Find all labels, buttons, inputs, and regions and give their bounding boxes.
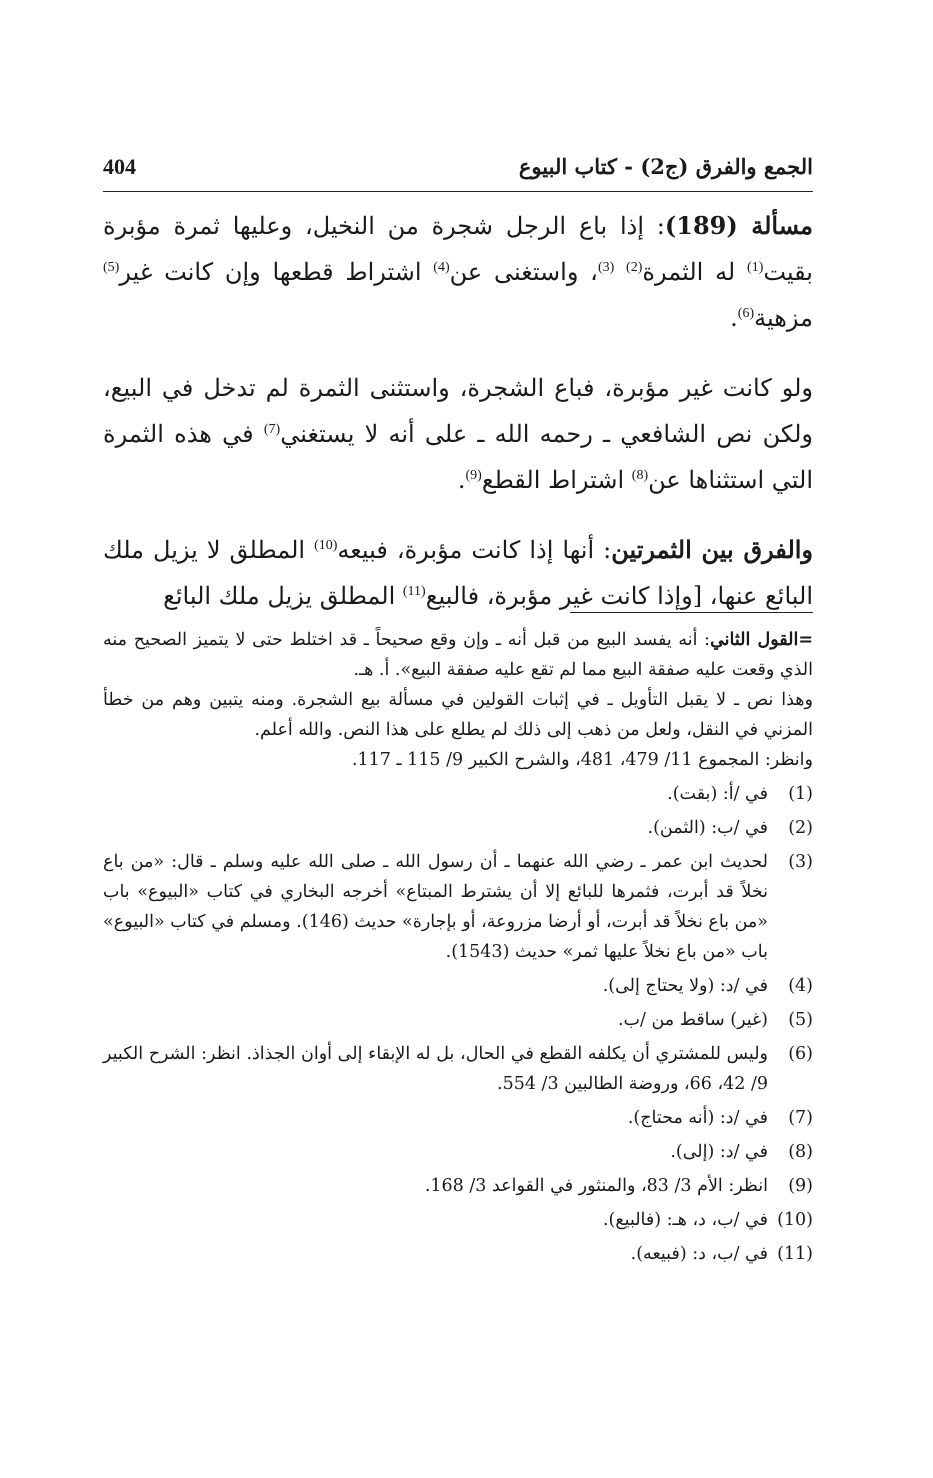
text-run: اشتراط قطعها وإن كانت غير xyxy=(119,258,434,286)
text-run: المطلق لا يزيل ملك البائع عنها، [وإذا كانت غير مؤبرة، فالبيع xyxy=(103,536,813,610)
footnote-item xyxy=(103,813,813,843)
text-run: . xyxy=(730,304,738,332)
footnote-item xyxy=(103,847,813,967)
text-run: : أنه يفسد البيع من قبل أنه ـ وإن وقع صحيحاً ـ قد اختلط حتى لا يتميز الصحيح منه الذي وقعت عليه صفقة البيع مما لم تقع عليه صفقة البيع». أ. هـ. xyxy=(103,630,813,680)
footnote-marker[interactable]: (2) xyxy=(626,260,643,275)
footnote-list xyxy=(103,779,813,1269)
footnote-number[interactable]: (8) xyxy=(788,1142,813,1162)
footnote-number[interactable]: (10) xyxy=(777,1210,813,1230)
footnote-item xyxy=(103,1239,813,1269)
footnote-text: في /ب، د: (فبيعه). xyxy=(630,1244,768,1264)
paragraph-ghayr-muabbara xyxy=(103,365,813,503)
footnote-number[interactable]: (1) xyxy=(788,784,813,804)
footnote-item xyxy=(103,1005,813,1035)
continuation-heading: =القول الثاني xyxy=(710,630,813,650)
footnote-marker[interactable]: (3) xyxy=(597,260,615,275)
text-run: المطلق يزيل ملك البائع xyxy=(163,582,403,610)
footnote-marker[interactable]: (1) xyxy=(747,260,764,275)
footnote-marker[interactable]: (6) xyxy=(737,306,755,321)
footnote-text: في /ب، د، هـ: (فالبيع). xyxy=(602,1210,768,1230)
footnote-number[interactable]: (2) xyxy=(788,818,813,838)
text-run: . xyxy=(457,466,466,494)
farq-heading: والفرق بين الثمرتين xyxy=(611,535,814,564)
footnote-number[interactable]: (5) xyxy=(788,1010,813,1030)
footnote-item xyxy=(103,1137,813,1167)
footnote-continuation: وانظر: المجموع 11/ 479، 481، والشرح الكبير 9/ 115 ـ 117. xyxy=(351,750,813,770)
footnote-marker[interactable]: (11) xyxy=(402,584,426,599)
footnote-marker[interactable]: (10) xyxy=(314,538,338,553)
footnote-number[interactable]: (3) xyxy=(788,852,813,872)
footnote-text: (غير) ساقط من /ب. xyxy=(617,1010,768,1030)
footnote-item xyxy=(103,1103,813,1133)
footnote-marker[interactable]: (7) xyxy=(263,422,281,437)
footnote-number[interactable]: (4) xyxy=(788,976,813,996)
footnote-marker[interactable]: (4) xyxy=(433,260,450,275)
main-text xyxy=(103,203,813,643)
footnote-item xyxy=(103,1205,813,1235)
running-head xyxy=(103,152,813,188)
footnote-marker[interactable]: (8) xyxy=(631,468,649,483)
text-run: له الثمرة xyxy=(642,258,748,286)
footnote-number[interactable]: (11) xyxy=(777,1244,813,1264)
text-run: مزهية xyxy=(754,304,813,332)
footnote-marker[interactable]: (5) xyxy=(103,260,120,275)
text-run: : إذا باع الرجل شجرة من النخيل، وعليها ثمرة مؤبرة بقيت xyxy=(103,212,813,286)
running-title: الجمع والفرق (ج2) - كتاب البيوع xyxy=(518,154,813,179)
footnote-number[interactable]: (7) xyxy=(788,1108,813,1128)
text-run: ولو كانت غير مؤبرة، فباع الشجرة، واستثنى الثمرة لم تدخل في البيع، ولكن نص الشافعي ـ رحمه الله ـ على أنه لا يستغني xyxy=(103,374,814,448)
text-run: : أنها إذا كانت مؤبرة، فبيعه xyxy=(337,536,612,564)
footnote-continuation xyxy=(103,625,813,685)
footnote-number[interactable]: (9) xyxy=(788,1176,813,1196)
footnote-item xyxy=(103,779,813,809)
text-run: في هذه الثمرة التي استثناها عن xyxy=(103,420,813,494)
footnote-item xyxy=(103,1171,813,1201)
masala-heading: مسألة (189) xyxy=(664,211,813,240)
footnote-marker[interactable]: (9) xyxy=(465,468,482,483)
footnotes xyxy=(103,625,813,1273)
paragraph-farq xyxy=(103,527,813,619)
footnote-text: في /ب: (الثمن). xyxy=(647,818,768,838)
footnote-item xyxy=(103,971,813,1001)
footnote-item xyxy=(103,1039,813,1099)
footnote-text: في /د: (ولا يحتاج إلى). xyxy=(602,976,768,996)
header-rule xyxy=(103,191,813,192)
footnote-continuation: وهذا نص ـ لا يقبل التأويل ـ في إثبات القولين في مسألة بيع الشجرة. ومنه يتبين وهم من خطأ المزني في النقل، ولعل من ذهب إلى ذلك لم يطلع على هذا النص. والله أعلم. xyxy=(103,690,813,740)
footnote-text: في /د: (إلى). xyxy=(670,1142,768,1162)
paragraph-masala xyxy=(103,203,813,341)
footnote-text: في /د: (أنه محتاج). xyxy=(627,1108,768,1128)
page-number: 404 xyxy=(103,154,136,179)
footnote-text: وليس للمشتري أن يكلفه القطع في الحال، بل له الإبقاء إلى أوان الجذاذ. انظر: الشرح الكبير 9/ 42، 66، وروضة الطالبين 3/ 554. xyxy=(103,1044,768,1094)
footnote-text: انظر: الأم 3/ 83، والمنثور في القواعد 3/ 168. xyxy=(424,1176,768,1196)
text-run: اشتراط القطع xyxy=(481,466,632,494)
text-run: ، واستغنى عن xyxy=(449,258,598,286)
footnote-text: لحديث ابن عمر ـ رضي الله عنهما ـ أن رسول الله ـ صلى الله عليه وسلم ـ قال: «من باع نخلاً قد أبرت، فثمرها للبائع إلا أن يشترط المبتاع» أخرجه البخاري في كتاب «البيوع» باب «من باع نخلاً قد أبرت، أو أرضا مزروعة، أو بإجارة» حديث (146). ومسلم في كتاب «البيوع» باب «من باع نخلاً عليها ثمر» حديث (1543). xyxy=(103,852,768,962)
footnote-number[interactable]: (6) xyxy=(788,1044,813,1064)
footnote-text: في /أ: (بقت). xyxy=(667,784,768,804)
footnote-separator xyxy=(570,612,813,613)
